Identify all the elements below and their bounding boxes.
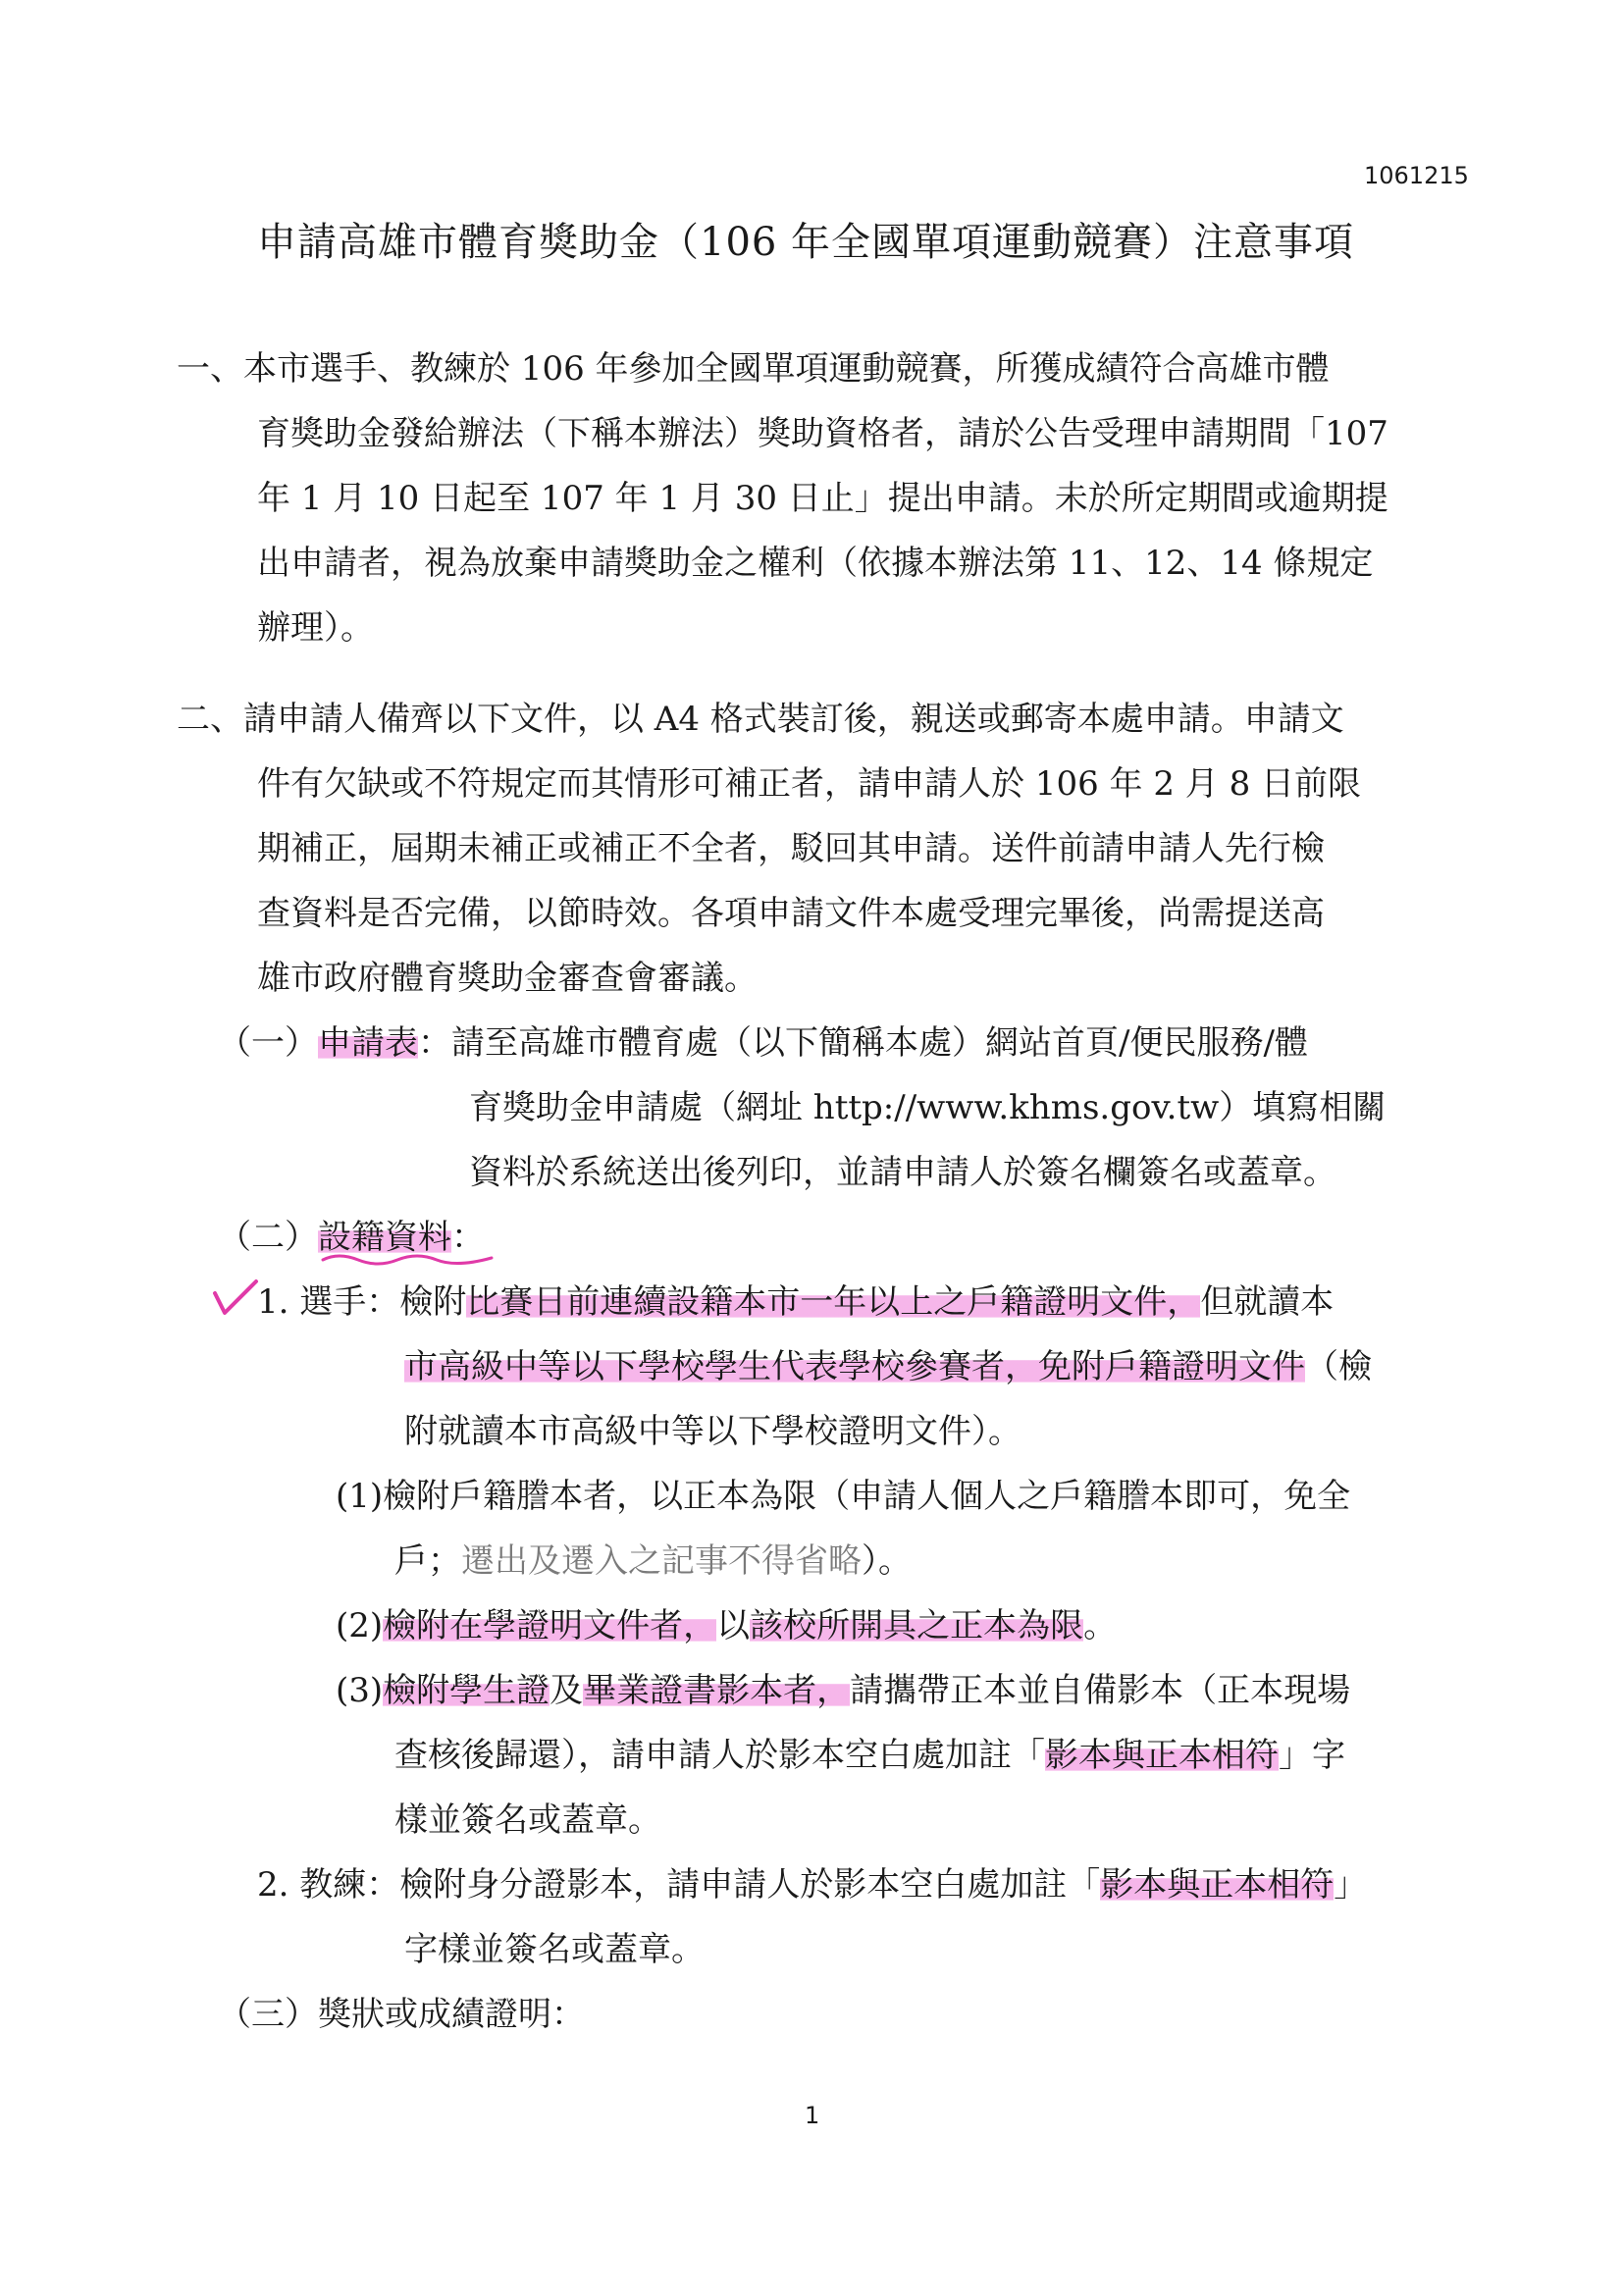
text-line bbox=[336, 1658, 1350, 1723]
text-line bbox=[257, 1270, 1334, 1334]
highlighted-text: 申請表 bbox=[318, 1023, 418, 1063]
document-title: 申請高雄市體育獎助金（106 年全國單項運動競賽）注意事項 bbox=[257, 220, 1355, 265]
text-run: 以 bbox=[716, 1606, 751, 1645]
text-run: （一） bbox=[218, 1023, 318, 1063]
faint-text: 遷出及遷入之記事不得省略 bbox=[461, 1541, 862, 1581]
text-line bbox=[218, 1011, 1308, 1075]
text-line: 附就讀本市高級中等以下學校證明文件）。 bbox=[404, 1412, 1021, 1451]
text-run: 」 bbox=[1334, 1865, 1368, 1905]
text-line: 二、請申請人備齊以下文件，以 A4 格式裝訂後，親送或郵寄本處申請。申請文 bbox=[177, 700, 1344, 739]
text-run: 」字 bbox=[1279, 1736, 1345, 1775]
text-line: 期補正，屆期未補正或補正不全者，駁回其申請。送件前請申請人先行檢 bbox=[257, 829, 1325, 868]
highlighted-text: 檢附在學證明文件者， bbox=[383, 1606, 717, 1645]
text-line: 育獎助金發給辦法（下稱本辦法）獎助資格者，請於公告受理申請期間「107 bbox=[257, 414, 1388, 453]
text-run: 請攜帶正本並自備影本（正本現場 bbox=[850, 1671, 1351, 1710]
text-run: 查核後歸還），請申請人於影本空白處加註「 bbox=[394, 1736, 1045, 1775]
text-run: ： bbox=[451, 1218, 485, 1257]
text-run: （檢 bbox=[1305, 1347, 1372, 1386]
text-run: 及 bbox=[550, 1671, 584, 1710]
text-run: （二） bbox=[218, 1218, 318, 1257]
document-id: 1061215 bbox=[1364, 162, 1469, 189]
text-line bbox=[394, 1529, 912, 1593]
text-line: 年 1 月 10 日起至 107 年 1 月 30 日止」提出申請。未於所定期間或逾期提 bbox=[257, 479, 1388, 518]
text-line: 件有欠缺或不符規定而其情形可補正者，請申請人於 106 年 2 月 8 日前限 bbox=[257, 764, 1362, 804]
highlighted-text: 檢附學生證 bbox=[383, 1671, 550, 1710]
text-line bbox=[257, 1852, 1367, 1917]
highlighted-text: 畢業證書影本者， bbox=[583, 1671, 851, 1710]
text-run: ）。 bbox=[862, 1541, 912, 1581]
highlighted-text: 影本與正本相符 bbox=[1100, 1865, 1335, 1905]
text-line bbox=[394, 1723, 1345, 1788]
highlighted-text: 設籍資料 bbox=[318, 1218, 451, 1257]
text-run: 。 bbox=[1083, 1606, 1118, 1645]
text-line: 出申請者，視為放棄申請獎助金之權利（依據本辦法第 11、12、14 條規定 bbox=[257, 544, 1374, 583]
text-run: (2) bbox=[336, 1606, 384, 1645]
text-line: 字樣並簽名或蓋章。 bbox=[404, 1930, 705, 1969]
highlighted-text: 市高級中等以下學校學生代表學校參賽者，免附戶籍證明文件 bbox=[404, 1347, 1305, 1386]
highlighted-text: 比賽日前連續設籍本市一年以上之戶籍證明文件， bbox=[466, 1282, 1201, 1322]
text-line: 查資料是否完備，以節時效。各項申請文件本處受理完畢後，尚需提送高 bbox=[257, 894, 1325, 933]
text-run: (3) bbox=[336, 1671, 384, 1710]
text-line: (1)檢附戶籍謄本者，以正本為限（申請人個人之戶籍謄本即可，免全 bbox=[336, 1477, 1351, 1516]
text-line bbox=[404, 1334, 1372, 1399]
text-line: 辦理）。 bbox=[257, 608, 374, 648]
text-run: 1. 選手：檢附 bbox=[257, 1282, 467, 1322]
text-line: （三）獎狀或成績證明： bbox=[218, 1995, 585, 2034]
text-line: 育獎助金申請處（網址 http://www.khms.gov.tw）填寫相關 bbox=[469, 1088, 1387, 1127]
text-run: 但就讀本 bbox=[1200, 1282, 1335, 1322]
text-line bbox=[218, 1205, 485, 1270]
text-line: 雄市政府體育獎助金審查會審議。 bbox=[257, 959, 758, 998]
text-line: 資料於系統送出後列印，並請申請人於簽名欄簽名或蓋章。 bbox=[469, 1153, 1336, 1192]
check-mark bbox=[211, 1276, 260, 1325]
page-number: 1 bbox=[805, 2102, 820, 2129]
highlighted-text: 該校所開具之正本為限 bbox=[750, 1606, 1084, 1645]
highlighted-text: 影本與正本相符 bbox=[1045, 1736, 1279, 1775]
text-line: 一、本市選手、教練於 106 年參加全國單項運動競賽，所獲成績符合高雄市體 bbox=[177, 349, 1330, 389]
text-run: 戶； bbox=[394, 1541, 461, 1581]
text-line: 樣並簽名或蓋章。 bbox=[394, 1800, 661, 1840]
text-line bbox=[336, 1593, 1117, 1658]
text-run: 2. 教練：檢附身分證影本，請申請人於影本空白處加註「 bbox=[257, 1865, 1101, 1905]
text-run: ：請至高雄市體育處（以下簡稱本處）網站首頁/便民服務/體 bbox=[418, 1023, 1308, 1063]
